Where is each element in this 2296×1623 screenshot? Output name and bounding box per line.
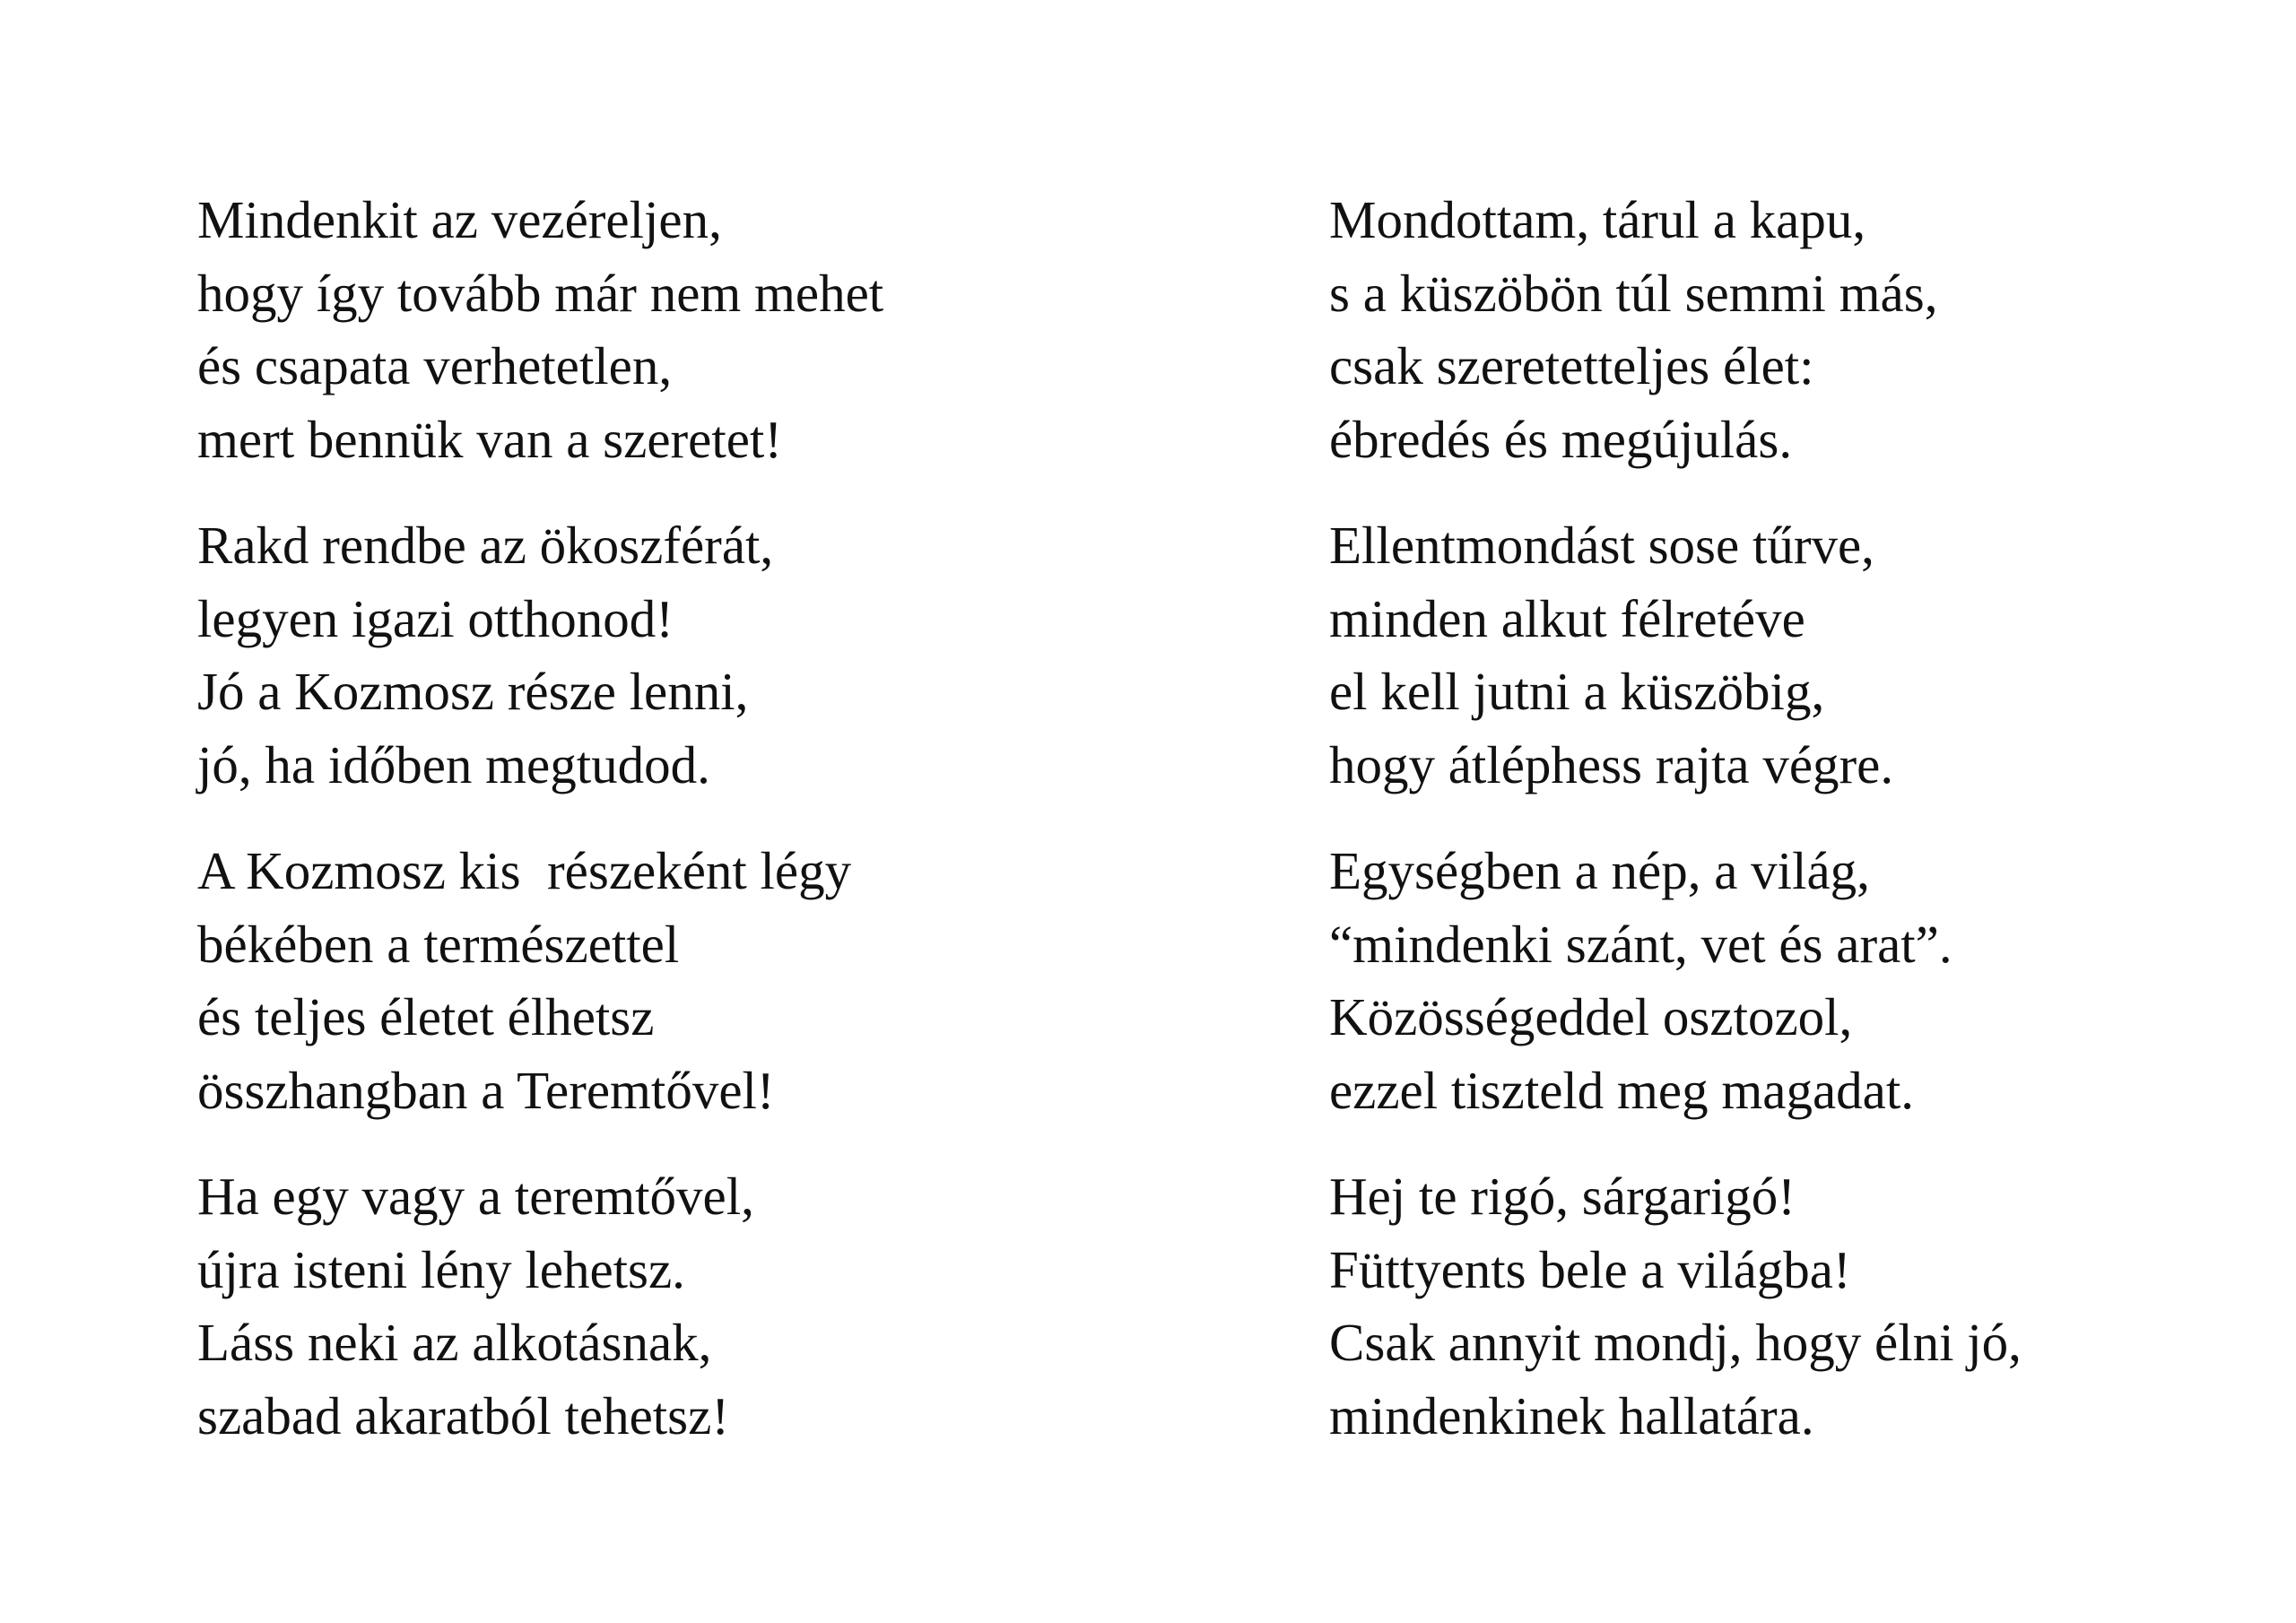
poem-line: mert bennük van a szeretet!: [197, 409, 782, 469]
poem-line: minden alkut félretéve: [1329, 588, 1805, 648]
poem-line: mindenkinek hallatára.: [1329, 1385, 1814, 1445]
poem-line: jó, ha időben megtudod.: [197, 734, 710, 794]
poem-line: Jó a Kozmosz része lenni,: [197, 662, 749, 721]
poem-line: és csapata verhetetlen,: [197, 336, 673, 395]
poem-line: el kell jutni a küszöbig,: [1329, 662, 1825, 721]
stanza: [1329, 509, 2226, 802]
poem-line: Ha egy vagy a teremtővel,: [197, 1167, 754, 1226]
stanza: [1329, 1160, 2226, 1453]
right-column: [1329, 184, 2226, 1453]
poem-line: “mindenki szánt, vet és arat”.: [1329, 914, 1952, 974]
poem-line: A Kozmosz kis részeként légy: [197, 841, 852, 900]
poem-line: összhangban a Teremtővel!: [197, 1060, 775, 1120]
poem-line: Mondottam, tárul a kapu,: [1329, 190, 1866, 249]
stanza: [197, 509, 1229, 802]
poem-line: Ellentmondást sose tűrve,: [1329, 516, 1874, 575]
poem-line: Rakd rendbe az ökoszférát,: [197, 516, 774, 575]
stanza: [197, 835, 1229, 1127]
left-column: [197, 184, 1229, 1453]
poem-line: újra isteni lény lehetsz.: [197, 1239, 685, 1299]
poem-line: és teljes életet élhetsz: [197, 987, 655, 1046]
poem-line: Láss neki az alkotásnak,: [197, 1313, 712, 1372]
poem-line: ezzel tiszteld meg magadat.: [1329, 1060, 1914, 1120]
stanza: [197, 184, 1229, 476]
stanza: [197, 1160, 1229, 1453]
poem-line: csak szeretetteljes élet:: [1329, 336, 1814, 395]
poem-line: Egységben a nép, a világ,: [1329, 841, 1870, 900]
stanza: [1329, 835, 2226, 1127]
stanza: [1329, 184, 2226, 476]
poem-line: Közösségeddel osztozol,: [1329, 987, 1853, 1046]
poem-line: hogy átléphess rajta végre.: [1329, 734, 1894, 794]
poem-line: Füttyents bele a világba!: [1329, 1239, 1851, 1299]
poem-line: ébredés és megújulás.: [1329, 409, 1793, 469]
poem-line: békében a természettel: [197, 914, 680, 974]
poem-line: Csak annyit mondj, hogy élni jó,: [1329, 1313, 2022, 1372]
poem-line: szabad akaratból tehetsz!: [197, 1385, 729, 1445]
poem-line: legyen igazi otthonod!: [197, 588, 674, 648]
poem-line: Hej te rigó, sárgarigó!: [1329, 1167, 1796, 1226]
poem-line: s a küszöbön túl semmi más,: [1329, 263, 1938, 323]
poem-line: hogy így tovább már nem mehet: [197, 263, 884, 323]
poem-line: Mindenkit az vezéreljen,: [197, 190, 722, 249]
